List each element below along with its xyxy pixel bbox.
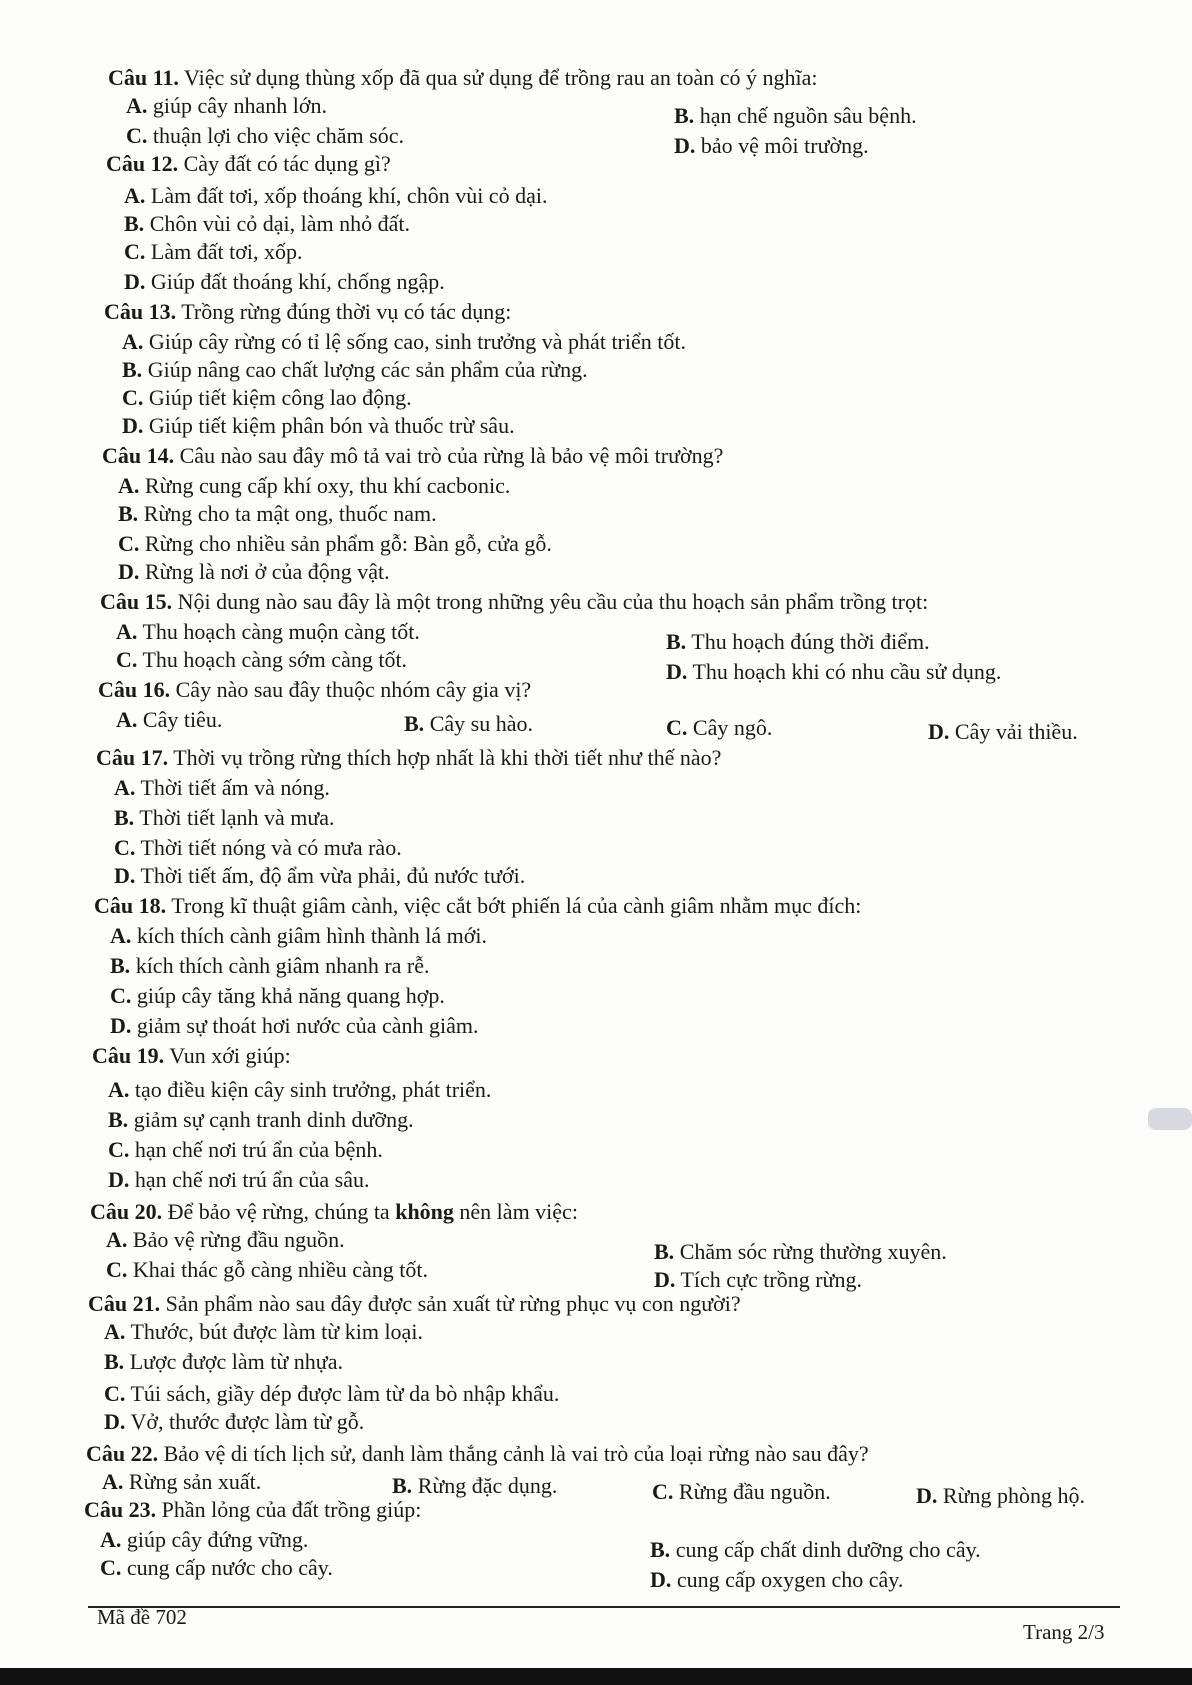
option-b: B. giảm sự cạnh tranh dinh dưỡng. bbox=[108, 1107, 414, 1132]
option-a: A. giúp cây đứng vững. bbox=[100, 1527, 309, 1552]
question-number: Câu 13. bbox=[104, 299, 177, 324]
question-text: Nội dung nào sau đây là một trong những yêu cầu của thu hoạch sản phẩm trồng trọt: bbox=[172, 589, 929, 614]
question-number: Câu 17. bbox=[96, 745, 169, 770]
option-a: A. tạo điều kiện cây sinh trưởng, phát triển. bbox=[108, 1077, 492, 1102]
option-b: B. cung cấp chất dinh dưỡng cho cây. bbox=[650, 1537, 981, 1562]
question-number: Câu 23. bbox=[84, 1497, 157, 1522]
question-number: Câu 20. bbox=[90, 1199, 163, 1224]
question-14 bbox=[102, 442, 723, 470]
question-text: Trồng rừng đúng thời vụ có tác dụng: bbox=[176, 299, 512, 324]
question-number: Câu 15. bbox=[100, 589, 173, 614]
question-number: Câu 22. bbox=[86, 1441, 159, 1466]
question-19 bbox=[92, 1042, 291, 1070]
option-a: A. Cây tiêu. bbox=[116, 707, 223, 732]
option-c: C. Thời tiết nóng và có mưa rào. bbox=[114, 835, 402, 860]
option-d: D. Giúp đất thoáng khí, chống ngập. bbox=[124, 269, 445, 294]
option-d: D. Tích cực trồng rừng. bbox=[654, 1267, 862, 1292]
option-a: A. Bảo vệ rừng đầu nguồn. bbox=[106, 1227, 345, 1252]
option-a: A. Thời tiết ấm và nóng. bbox=[114, 775, 330, 800]
option-d: D. Cây vải thiều. bbox=[928, 719, 1078, 744]
option-a: A. kích thích cành giâm hình thành lá mới. bbox=[110, 923, 487, 948]
question-number: Câu 14. bbox=[102, 443, 175, 468]
question-number: Câu 19. bbox=[92, 1043, 165, 1068]
question-text: Trong kĩ thuật giâm cành, việc cắt bớt phiến lá của cành giâm nhằm mục đích: bbox=[166, 893, 862, 918]
question-15 bbox=[100, 588, 928, 616]
option-b: B. Chăm sóc rừng thường xuyên. bbox=[654, 1239, 947, 1264]
option-c: C. thuận lợi cho việc chăm sóc. bbox=[126, 123, 404, 148]
option-d: D. Rừng phòng hộ. bbox=[916, 1483, 1085, 1508]
option-c: C. Túi sách, giầy dép được làm từ da bò nhập khẩu. bbox=[104, 1381, 560, 1406]
scan-smudge bbox=[1148, 1108, 1192, 1130]
question-17 bbox=[96, 744, 721, 772]
option-d: D. Thu hoạch khi có nhu cầu sử dụng. bbox=[666, 659, 1002, 684]
question-number: Câu 16. bbox=[98, 677, 171, 702]
option-b: B. Thời tiết lạnh và mưa. bbox=[114, 805, 335, 830]
option-a: A. Rừng sản xuất. bbox=[102, 1469, 262, 1494]
footer-divider bbox=[88, 1606, 1120, 1608]
question-16 bbox=[98, 676, 531, 704]
option-b: B. Rừng cho ta mật ong, thuốc nam. bbox=[118, 501, 437, 526]
question-12 bbox=[106, 150, 391, 178]
emphasis-not: không bbox=[395, 1199, 454, 1224]
option-b: B. Lược được làm từ nhựa. bbox=[104, 1349, 343, 1374]
option-c: C. Thu hoạch càng sớm càng tốt. bbox=[116, 647, 408, 672]
question-text: Cày đất có tác dụng gì? bbox=[178, 151, 391, 176]
option-c: C. Rừng cho nhiều sản phẩm gỗ: Bàn gỗ, cửa gỗ. bbox=[118, 531, 552, 556]
question-text: Vun xới giúp: bbox=[164, 1043, 291, 1068]
question-13 bbox=[104, 298, 511, 326]
question-18 bbox=[94, 892, 861, 920]
question-number: Câu 12. bbox=[106, 151, 179, 176]
option-b: B. Rừng đặc dụng. bbox=[392, 1473, 558, 1498]
option-b: B. Chôn vùi cỏ dại, làm nhỏ đất. bbox=[124, 211, 410, 236]
option-d: D. Giúp tiết kiệm phân bón và thuốc trừ sâu. bbox=[122, 413, 515, 438]
question-20: Câu 20. Để bảo vệ rừng, chúng ta không nên làm việc: bbox=[90, 1199, 578, 1224]
option-a: A. Thu hoạch càng muộn càng tốt. bbox=[116, 619, 420, 644]
option-c: C. Làm đất tơi, xốp. bbox=[124, 239, 303, 264]
question-text: Sản phẩm nào sau đây được sản xuất từ rừng phục vụ con người? bbox=[160, 1291, 741, 1316]
question-21 bbox=[88, 1290, 741, 1318]
option-b: B. Thu hoạch đúng thời điểm. bbox=[666, 629, 930, 654]
option-a: A. Rừng cung cấp khí oxy, thu khí cacbonic. bbox=[118, 473, 511, 498]
option-c: C. Khai thác gỗ càng nhiều càng tốt. bbox=[106, 1257, 428, 1282]
option-d: D. bảo vệ môi trường. bbox=[674, 133, 869, 158]
option-b: B. Cây su hào. bbox=[404, 711, 533, 736]
option-c: C. Cây ngô. bbox=[666, 715, 773, 740]
option-c: C. Rừng đầu nguồn. bbox=[652, 1479, 831, 1504]
option-a: A. Thước, bút được làm từ kim loại. bbox=[104, 1319, 423, 1344]
option-d: D. Vở, thước được làm từ gỗ. bbox=[104, 1409, 365, 1434]
question-number: Câu 18. bbox=[94, 893, 167, 918]
option-b: B. kích thích cành giâm nhanh ra rễ. bbox=[110, 953, 430, 978]
option-d: D. hạn chế nơi trú ẩn của sâu. bbox=[108, 1167, 370, 1192]
question-text: Việc sử dụng thùng xốp đã qua sử dụng để trồng rau an toàn có ý nghĩa: bbox=[178, 65, 818, 90]
option-c: C. hạn chế nơi trú ẩn của bệnh. bbox=[108, 1137, 383, 1162]
scan-bottom-edge bbox=[0, 1668, 1192, 1685]
option-c: C. Giúp tiết kiệm công lao động. bbox=[122, 385, 412, 410]
option-b: B. hạn chế nguồn sâu bệnh. bbox=[674, 103, 917, 128]
option-c: C. cung cấp nước cho cây. bbox=[100, 1555, 333, 1580]
option-a: A. Làm đất tơi, xốp thoáng khí, chôn vùi cỏ dại. bbox=[124, 183, 548, 208]
option-d: D. cung cấp oxygen cho cây. bbox=[650, 1567, 904, 1592]
exam-code: Mã đề 702 bbox=[97, 1605, 187, 1629]
question-text: Thời vụ trồng rừng thích hợp nhất là khi thời tiết như thế nào? bbox=[168, 745, 722, 770]
question-22 bbox=[86, 1440, 869, 1468]
option-b: B. Giúp nâng cao chất lượng các sản phẩm của rừng. bbox=[122, 357, 588, 382]
question-number: Câu 11. bbox=[108, 65, 179, 90]
option-d: D. Thời tiết ấm, độ ẩm vừa phải, đủ nước tưới. bbox=[114, 863, 526, 888]
option-c: C. giúp cây tăng khả năng quang hợp. bbox=[110, 983, 445, 1008]
option-a: A. Giúp cây rừng có tỉ lệ sống cao, sinh trưởng và phát triển tốt. bbox=[122, 329, 686, 354]
page-number: Trang 2/3 bbox=[1023, 1620, 1105, 1644]
question-23 bbox=[84, 1496, 421, 1524]
question-text: Cây nào sau đây thuộc nhóm cây gia vị? bbox=[170, 677, 532, 702]
question-11 bbox=[108, 64, 818, 92]
question-text: Câu nào sau đây mô tả vai trò của rừng là bảo vệ môi trường? bbox=[174, 443, 724, 468]
question-number: Câu 21. bbox=[88, 1291, 161, 1316]
question-text: Phần lỏng của đất trồng giúp: bbox=[156, 1497, 422, 1522]
option-a: A. giúp cây nhanh lớn. bbox=[126, 93, 328, 118]
option-d: D. Rừng là nơi ở của động vật. bbox=[118, 559, 390, 584]
question-text: Bảo vệ di tích lịch sử, danh làm thắng cảnh là vai trò của loại rừng nào sau đây? bbox=[158, 1441, 869, 1466]
option-d: D. giảm sự thoát hơi nước của cành giâm. bbox=[110, 1013, 479, 1038]
